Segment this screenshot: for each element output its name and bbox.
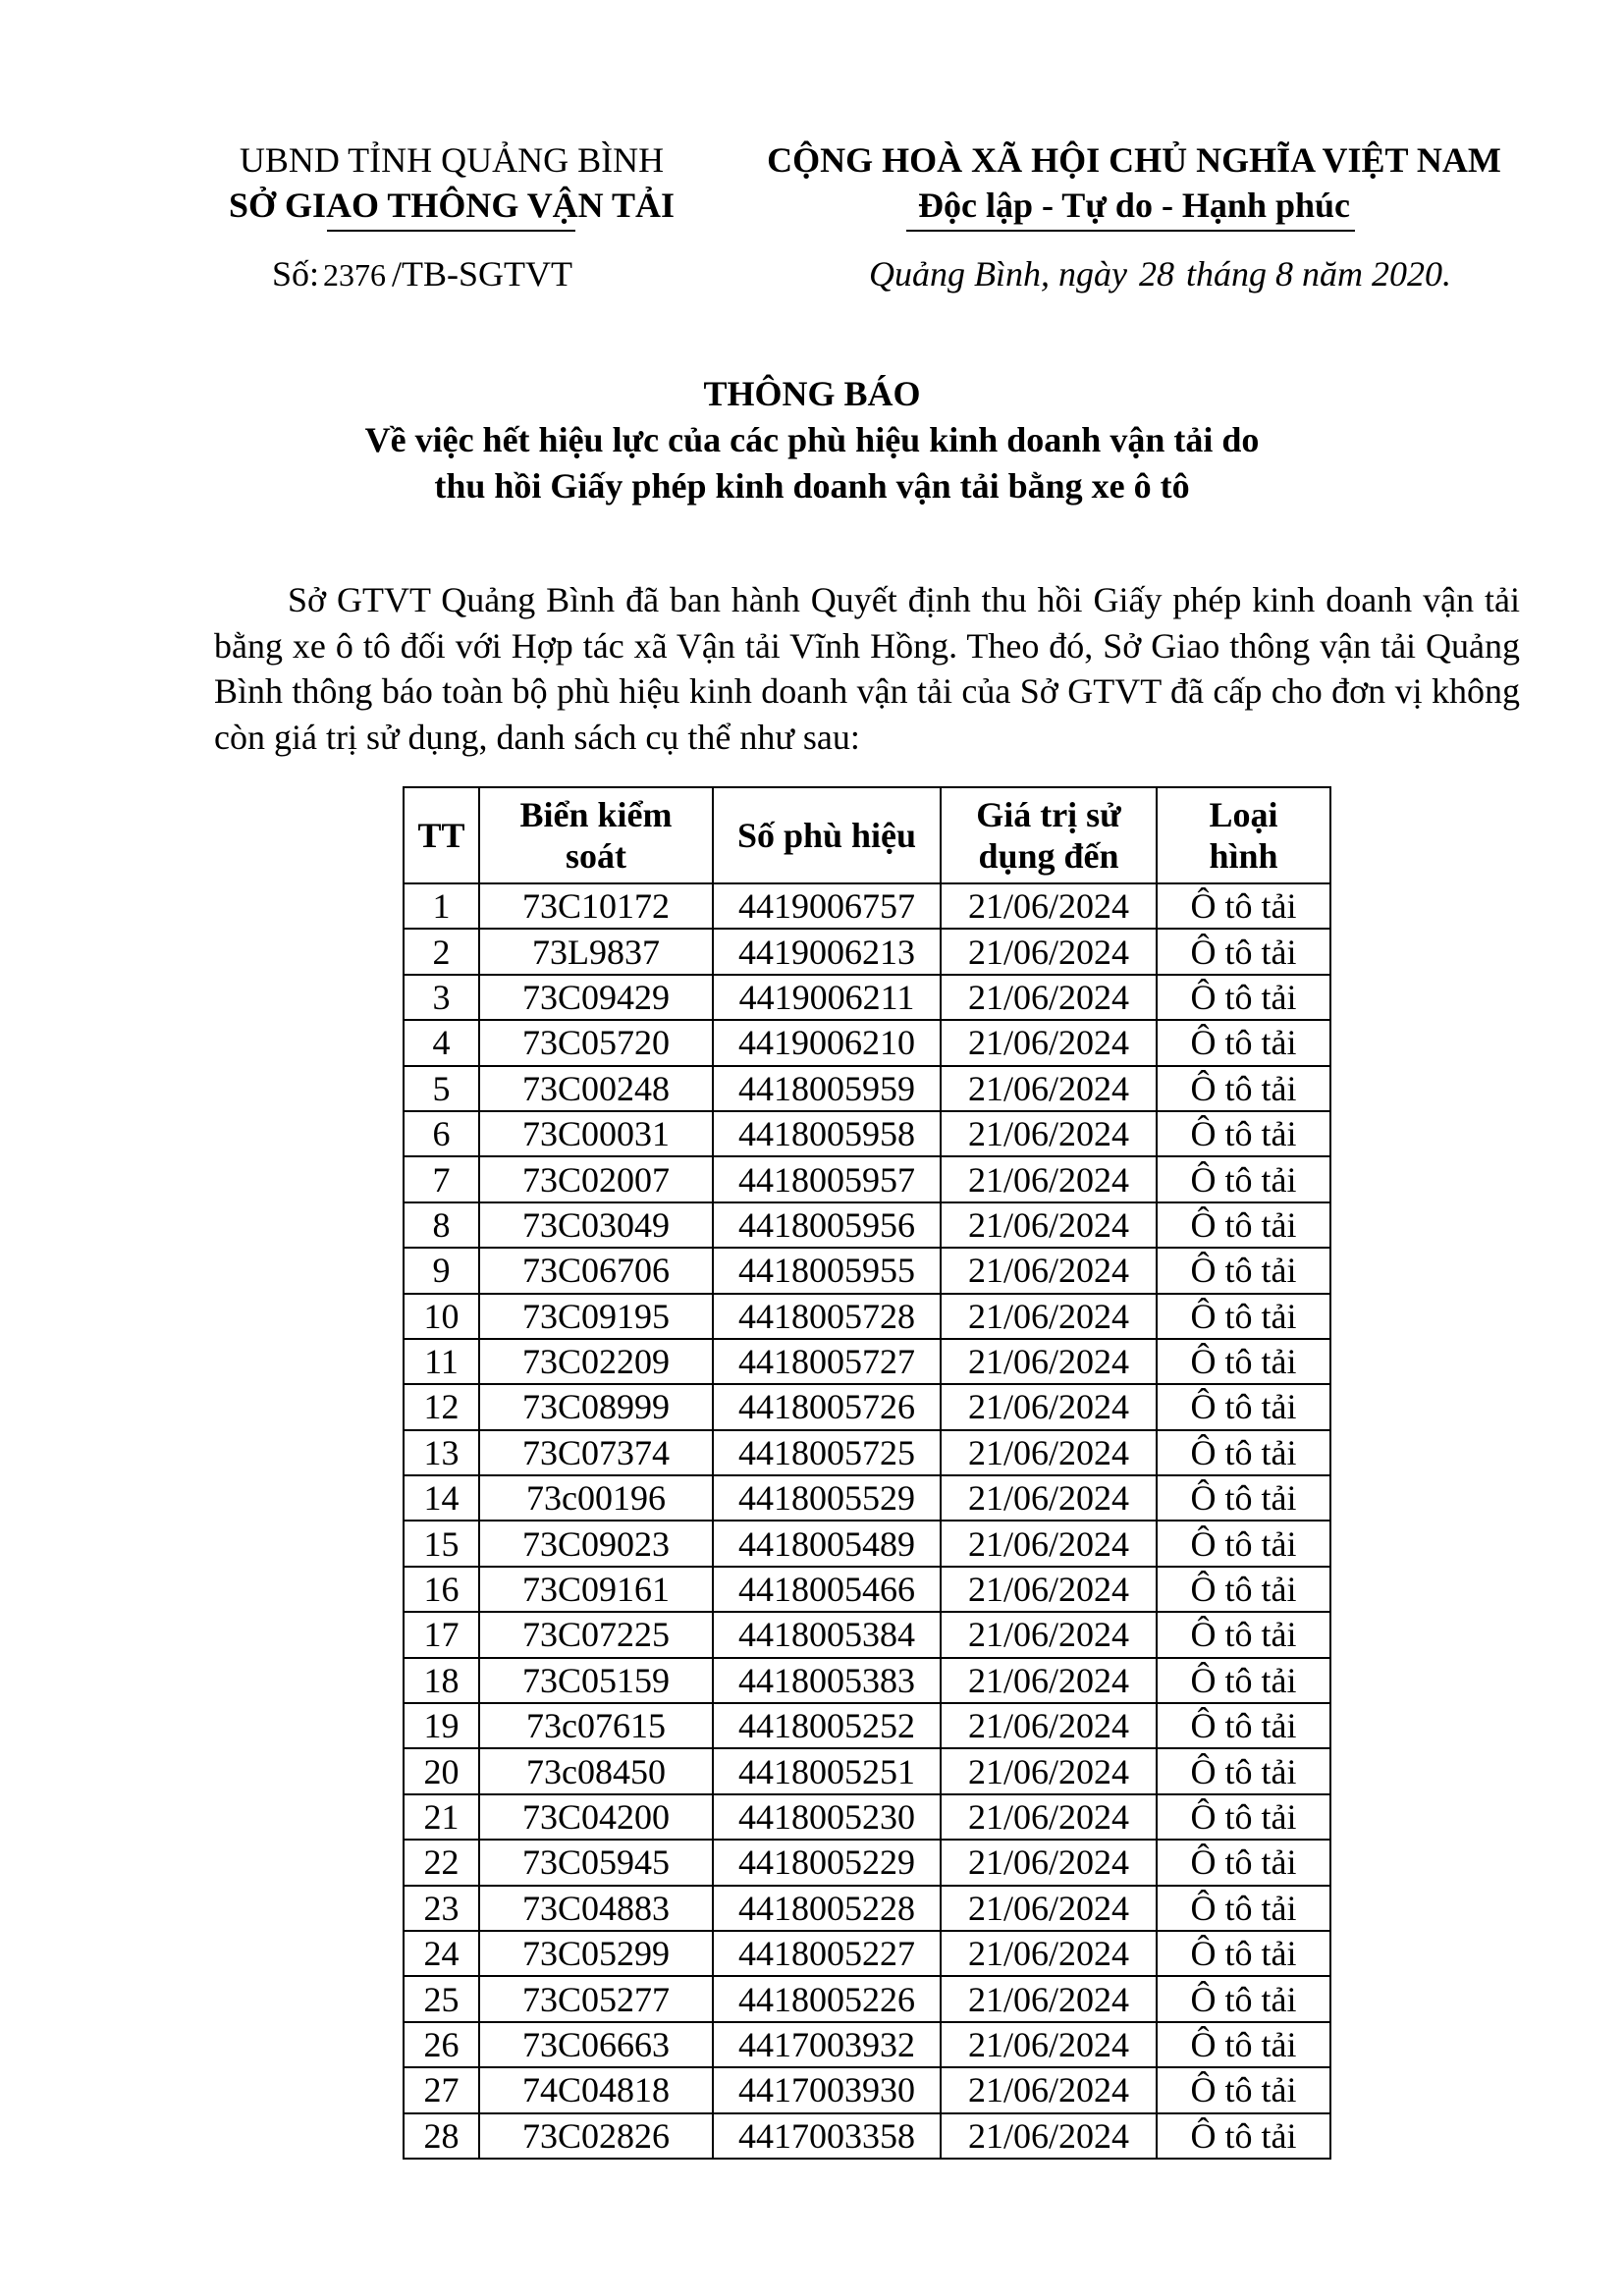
row-number-cell: 11 (404, 1339, 479, 1384)
badge-number-cell: 4418005489 (713, 1521, 941, 1566)
row-number-cell: 15 (404, 1521, 479, 1566)
badge-number-cell: 4418005959 (713, 1066, 941, 1111)
issuer-department: SỞ GIAO THÔNG VẬN TẢI (228, 186, 676, 225)
row-number-cell: 27 (404, 2067, 479, 2112)
badge-number-cell: 4418005725 (713, 1430, 941, 1475)
valid-until-cell: 21/06/2024 (941, 1202, 1157, 1248)
row-number-cell: 1 (404, 883, 479, 929)
vehicle-type-cell: Ô tô tải (1157, 1430, 1330, 1475)
plate-number-cell: 73C04883 (479, 1886, 713, 1931)
vehicle-type-cell: Ô tô tải (1157, 1521, 1330, 1566)
vehicle-type-cell: Ô tô tải (1157, 883, 1330, 929)
plate-number-cell: 74C04818 (479, 2067, 713, 2112)
vehicle-type-cell: Ô tô tải (1157, 1612, 1330, 1657)
plate-number-cell: 73C00031 (479, 1111, 713, 1156)
badge-number-cell: 4418005956 (713, 1202, 941, 1248)
table-row (404, 975, 1330, 1020)
plate-number-cell: 73C00248 (479, 1066, 713, 1111)
document-number-prefix: Số: (272, 254, 320, 294)
valid-until-cell: 21/06/2024 (941, 1521, 1157, 1566)
plate-number-cell: 73L9837 (479, 929, 713, 974)
valid-until-cell: 21/06/2024 (941, 1020, 1157, 1065)
plate-number-cell: 73C02826 (479, 2113, 713, 2159)
valid-until-cell: 21/06/2024 (941, 2067, 1157, 2112)
plate-number-cell: 73C02007 (479, 1156, 713, 1201)
plate-number-cell: 73c08450 (479, 1748, 713, 1793)
vehicle-type-cell: Ô tô tải (1157, 1156, 1330, 1201)
row-number-cell: 23 (404, 1886, 479, 1931)
plate-number-cell: 73C09429 (479, 975, 713, 1020)
col-header-tt: TT (404, 787, 479, 883)
row-number-cell: 7 (404, 1156, 479, 1201)
table-row (404, 1156, 1330, 1201)
col-header-valid-until: Giá trị sử dụng đến (941, 787, 1157, 883)
national-motto-block (751, 137, 1517, 228)
table-body (404, 883, 1330, 2159)
vehicle-type-cell: Ô tô tải (1157, 929, 1330, 974)
badge-number-cell: 4418005227 (713, 1931, 941, 1976)
table-row (404, 1475, 1330, 1521)
issuer-underline (327, 230, 575, 232)
row-number-cell: 6 (404, 1111, 479, 1156)
valid-until-cell: 21/06/2024 (941, 975, 1157, 1020)
vehicle-type-cell: Ô tô tải (1157, 975, 1330, 1020)
plate-number-cell: 73C06706 (479, 1248, 713, 1293)
vehicle-type-cell: Ô tô tải (1157, 1202, 1330, 1248)
valid-until-cell: 21/06/2024 (941, 929, 1157, 974)
vehicle-type-cell: Ô tô tải (1157, 1111, 1330, 1156)
valid-until-cell: 21/06/2024 (941, 1976, 1157, 2021)
table-row (404, 883, 1330, 929)
table-row (404, 1521, 1330, 1566)
row-number-cell: 8 (404, 1202, 479, 1248)
valid-until-cell: 21/06/2024 (941, 1111, 1157, 1156)
table-row (404, 1248, 1330, 1293)
valid-until-cell: 21/06/2024 (941, 1430, 1157, 1475)
badge-number-cell: 4419006210 (713, 1020, 941, 1065)
plate-number-cell: 73C06663 (479, 2022, 713, 2067)
vehicle-badge-table (403, 786, 1331, 2160)
notice-heading: THÔNG BÁO (703, 374, 921, 413)
valid-until-cell: 21/06/2024 (941, 1339, 1157, 1384)
row-number-cell: 26 (404, 2022, 479, 2067)
vehicle-type-cell: Ô tô tải (1157, 1794, 1330, 1840)
valid-until-cell: 21/06/2024 (941, 1748, 1157, 1793)
badge-number-cell: 4417003932 (713, 2022, 941, 2067)
valid-until-cell: 21/06/2024 (941, 1703, 1157, 1748)
table-row (404, 2067, 1330, 2112)
badge-number-cell: 4418005728 (713, 1294, 941, 1339)
vehicle-type-cell: Ô tô tải (1157, 1294, 1330, 1339)
vehicle-type-cell: Ô tô tải (1157, 1339, 1330, 1384)
vehicle-type-cell: Ô tô tải (1157, 1020, 1330, 1065)
row-number-cell: 17 (404, 1612, 479, 1657)
row-number-cell: 18 (404, 1658, 479, 1703)
valid-until-cell: 21/06/2024 (941, 1156, 1157, 1201)
valid-until-cell: 21/06/2024 (941, 1567, 1157, 1612)
plate-number-cell: 73C09161 (479, 1567, 713, 1612)
plate-number-cell: 73C09195 (479, 1294, 713, 1339)
row-number-cell: 4 (404, 1020, 479, 1065)
table-row (404, 1794, 1330, 1840)
plate-number-cell: 73C05720 (479, 1020, 713, 1065)
plate-number-cell: 73C07374 (479, 1430, 713, 1475)
plate-number-cell: 73C09023 (479, 1521, 713, 1566)
row-number-cell: 16 (404, 1567, 479, 1612)
plate-number-cell: 73C05277 (479, 1976, 713, 2021)
table-row (404, 1020, 1330, 1065)
badge-number-cell: 4419006211 (713, 975, 941, 1020)
table-row (404, 1931, 1330, 1976)
valid-until-cell: 21/06/2024 (941, 1294, 1157, 1339)
valid-until-cell: 21/06/2024 (941, 1384, 1157, 1429)
issuer-block (216, 137, 687, 228)
row-number-cell: 9 (404, 1248, 479, 1293)
vehicle-type-cell: Ô tô tải (1157, 2022, 1330, 2067)
badge-number-cell: 4419006757 (713, 883, 941, 929)
notice-paragraph: Sở GTVT Quảng Bình đã ban hành Quyết định thu hồi Giấy phép kinh doanh vận tải bằng xe ô tô đối với Hợp tác xã Vận tải Vĩnh Hồng. Theo đó, Sở Giao thông vận tải Quảng Bình thông báo toàn bộ phù hiệu kinh doanh vận tải của Sở GTVT đã cấp cho đơn vị không còn giá trị sử dụng, danh sách cụ thể như sau: (214, 580, 1520, 757)
table-row (404, 1202, 1330, 1248)
plate-number-cell: 73C02209 (479, 1339, 713, 1384)
plate-number-cell: 73C04200 (479, 1794, 713, 1840)
badge-number-cell: 4418005726 (713, 1384, 941, 1429)
vehicle-type-cell: Ô tô tải (1157, 2067, 1330, 2112)
badge-number-cell: 4418005229 (713, 1840, 941, 1885)
table-row (404, 1111, 1330, 1156)
row-number-cell: 25 (404, 1976, 479, 2021)
motto-underline (906, 230, 1355, 232)
row-number-cell: 13 (404, 1430, 479, 1475)
table-row (404, 1886, 1330, 1931)
national-motto: Độc lập - Tự do - Hạnh phúc (917, 186, 1351, 225)
table-row (404, 1976, 1330, 2021)
valid-until-cell: 21/06/2024 (941, 1794, 1157, 1840)
badge-number-cell: 4418005251 (713, 1748, 941, 1793)
table-header-row (404, 787, 1330, 883)
vehicle-type-cell: Ô tô tải (1157, 1931, 1330, 1976)
plate-number-cell: 73C10172 (479, 883, 713, 929)
table-row (404, 1658, 1330, 1703)
notice-body (214, 577, 1520, 760)
vehicle-type-cell: Ô tô tải (1157, 1066, 1330, 1111)
national-title: CỘNG HOÀ XÃ HỘI CHỦ NGHĨA VIỆT NAM (767, 140, 1501, 180)
document-date-place: Quảng Bình, ngày (869, 254, 1127, 294)
plate-number-cell: 73c00196 (479, 1475, 713, 1521)
document-number-value: 2376 (323, 257, 387, 293)
valid-until-cell: 21/06/2024 (941, 1840, 1157, 1885)
badge-number-cell: 4418005957 (713, 1156, 941, 1201)
table-row (404, 2113, 1330, 2159)
valid-until-cell: 21/06/2024 (941, 1931, 1157, 1976)
plate-number-cell: 73C03049 (479, 1202, 713, 1248)
document-date-month-year: tháng 8 năm 2020. (1185, 254, 1451, 294)
table-row (404, 1567, 1330, 1612)
plate-number-cell: 73C05299 (479, 1931, 713, 1976)
vehicle-type-cell: Ô tô tải (1157, 1840, 1330, 1885)
table-row (404, 1840, 1330, 1885)
badge-number-cell: 4417003358 (713, 2113, 941, 2159)
vehicle-type-cell: Ô tô tải (1157, 2113, 1330, 2159)
table-row (404, 1612, 1330, 1657)
row-number-cell: 24 (404, 1931, 479, 1976)
vehicle-type-cell: Ô tô tải (1157, 1475, 1330, 1521)
plate-number-cell: 73C05945 (479, 1840, 713, 1885)
row-number-cell: 20 (404, 1748, 479, 1793)
table-row (404, 2022, 1330, 2067)
row-number-cell: 10 (404, 1294, 479, 1339)
valid-until-cell: 21/06/2024 (941, 1066, 1157, 1111)
badge-number-cell: 4418005383 (713, 1658, 941, 1703)
row-number-cell: 12 (404, 1384, 479, 1429)
vehicle-type-cell: Ô tô tải (1157, 1976, 1330, 2021)
row-number-cell: 5 (404, 1066, 479, 1111)
table-row (404, 929, 1330, 974)
document-date-day: 28 (1138, 254, 1174, 294)
valid-until-cell: 21/06/2024 (941, 2113, 1157, 2159)
row-number-cell: 14 (404, 1475, 479, 1521)
plate-number-cell: 73C08999 (479, 1384, 713, 1429)
vehicle-type-cell: Ô tô tải (1157, 1384, 1330, 1429)
badge-number-cell: 4418005228 (713, 1886, 941, 1931)
vehicle-type-cell: Ô tô tải (1157, 1658, 1330, 1703)
col-header-plate: Biển kiểm soát (479, 787, 713, 883)
document-number-suffix: /TB-SGTVT (392, 254, 573, 294)
valid-until-cell: 21/06/2024 (941, 1475, 1157, 1521)
badge-number-cell: 4418005529 (713, 1475, 941, 1521)
issuer-authority: UBND TỈNH QUẢNG BÌNH (239, 140, 665, 180)
badge-number-cell: 4418005958 (713, 1111, 941, 1156)
badge-number-cell: 4418005252 (713, 1703, 941, 1748)
vehicle-type-cell: Ô tô tải (1157, 1567, 1330, 1612)
table-row (404, 1384, 1330, 1429)
valid-until-cell: 21/06/2024 (941, 2022, 1157, 2067)
row-number-cell: 21 (404, 1794, 479, 1840)
col-header-badge: Số phù hiệu (713, 787, 941, 883)
row-number-cell: 22 (404, 1840, 479, 1885)
col-header-type: Loại hình (1157, 787, 1330, 883)
badge-number-cell: 4417003930 (713, 2067, 941, 2112)
badge-number-cell: 4418005230 (713, 1794, 941, 1840)
vehicle-type-cell: Ô tô tải (1157, 1248, 1330, 1293)
badge-number-cell: 4419006213 (713, 929, 941, 974)
plate-number-cell: 73C07225 (479, 1612, 713, 1657)
vehicle-type-cell: Ô tô tải (1157, 1703, 1330, 1748)
notice-subject-line1: Về việc hết hiệu lực của các phù hiệu kinh doanh vận tải do (364, 420, 1260, 459)
notice-title-block (0, 371, 1624, 509)
table-row (404, 1294, 1330, 1339)
table-row (404, 1339, 1330, 1384)
document-number (272, 251, 572, 297)
table-row (404, 1430, 1330, 1475)
notice-subject-line2: thu hồi Giấy phép kinh doanh vận tải bằng xe ô tô (434, 466, 1190, 506)
vehicle-type-cell: Ô tô tải (1157, 1886, 1330, 1931)
badge-number-cell: 4418005384 (713, 1612, 941, 1657)
valid-until-cell: 21/06/2024 (941, 1658, 1157, 1703)
row-number-cell: 28 (404, 2113, 479, 2159)
valid-until-cell: 21/06/2024 (941, 1612, 1157, 1657)
plate-number-cell: 73c07615 (479, 1703, 713, 1748)
table-row (404, 1748, 1330, 1793)
row-number-cell: 2 (404, 929, 479, 974)
valid-until-cell: 21/06/2024 (941, 1248, 1157, 1293)
badge-number-cell: 4418005466 (713, 1567, 941, 1612)
badge-number-cell: 4418005226 (713, 1976, 941, 2021)
badge-number-cell: 4418005727 (713, 1339, 941, 1384)
valid-until-cell: 21/06/2024 (941, 883, 1157, 929)
table-row (404, 1703, 1330, 1748)
plate-number-cell: 73C05159 (479, 1658, 713, 1703)
vehicle-type-cell: Ô tô tải (1157, 1748, 1330, 1793)
badge-number-cell: 4418005955 (713, 1248, 941, 1293)
valid-until-cell: 21/06/2024 (941, 1886, 1157, 1931)
document-date (869, 251, 1451, 296)
table-row (404, 1066, 1330, 1111)
row-number-cell: 19 (404, 1703, 479, 1748)
row-number-cell: 3 (404, 975, 479, 1020)
